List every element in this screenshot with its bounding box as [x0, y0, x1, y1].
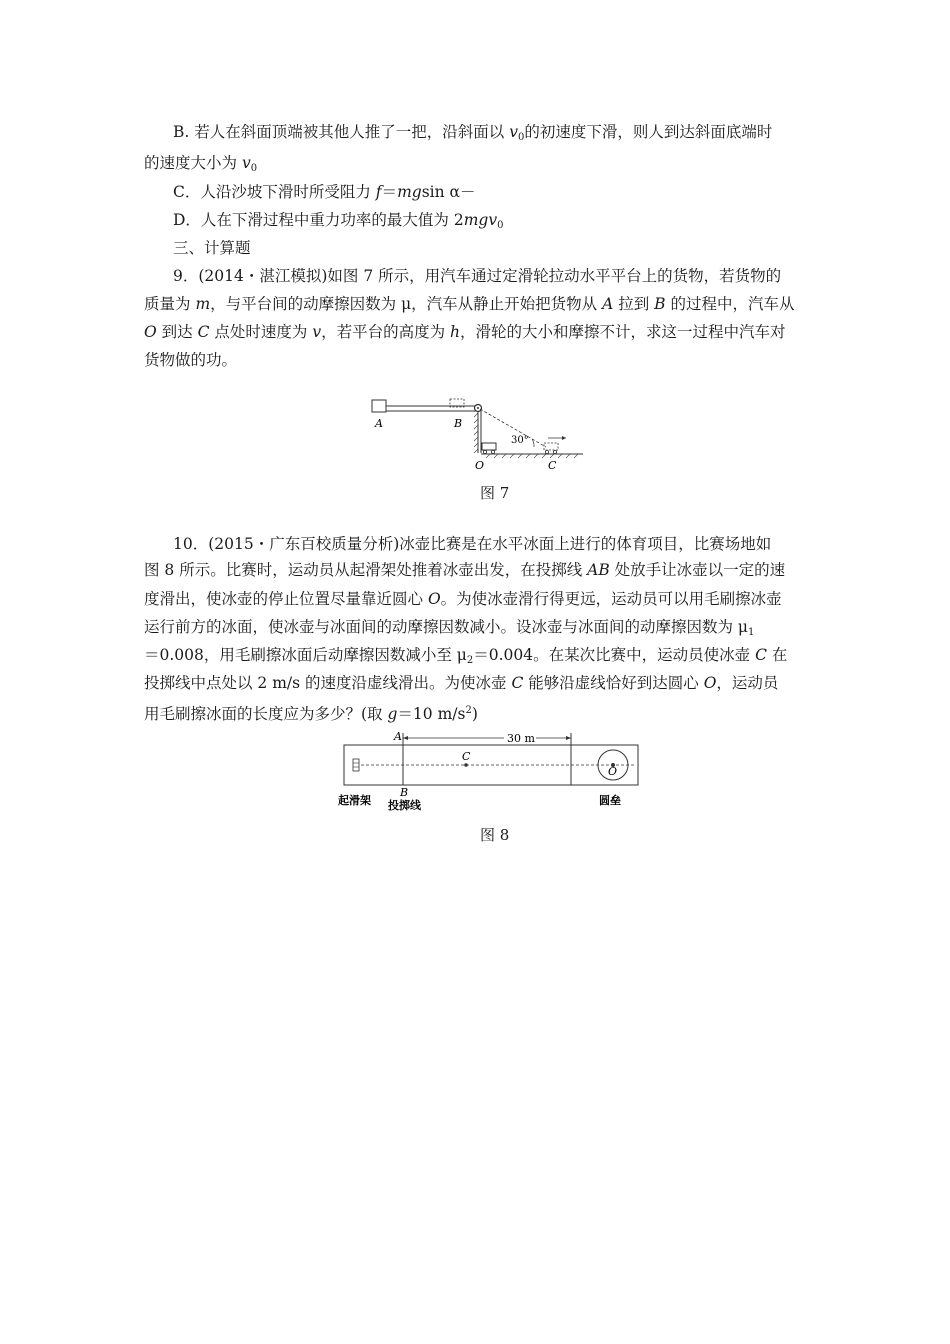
q9-line4: 货物做的功。 — [144, 351, 238, 369]
fig8-label-throw-line: 投掷线 — [388, 799, 421, 812]
fig8-distance-label: 30 m — [507, 732, 535, 745]
fig8-label-start-rack: 起滑架 — [338, 794, 371, 807]
q10-line2: 图 8 所示。比赛时，运动员从起滑架处推着冰壶出发，在投掷线 AB 处放手让冰壶以一定的速 — [144, 561, 786, 579]
figure-7-caption: 图 7 — [480, 484, 510, 502]
section-heading: 三、计算题 — [173, 239, 251, 257]
q10-line1: 10．(2015・广东百校质量分析)冰壶比赛是在水平冰面上进行的体育项目，比赛场地如 — [173, 535, 772, 553]
q9-line3: O 到达 C 点处时速度为 v，若平台的高度为 h，滑轮的大小和摩擦不计，求这一过程中汽车对 — [144, 323, 786, 341]
fig8-label-b: B — [400, 786, 409, 799]
car-at-o — [482, 443, 496, 450]
option-c: C．人沿沙坡下滑时所受阻力 f＝mgsin α－ — [173, 183, 476, 201]
q10-line4: 运行前方的冰面，使冰壶与冰面间的动摩擦因数减小。设冰壶与冰面间的动摩擦因数为 $\mu_1$ — [144, 618, 755, 638]
fig7-label-b: B — [454, 417, 463, 430]
car-at-c — [544, 443, 558, 450]
fig7-label-o: O — [475, 459, 485, 472]
start-rack — [353, 759, 359, 771]
figure-8-caption: 图 8 — [480, 826, 510, 844]
fig7-label-c: C — [548, 459, 557, 472]
q10-line6: 投掷线中点处以 2 m/s 的速度沿虚线滑出。为使冰壶 C 能够沿虚线恰好到达圆心 O，运动员 — [144, 674, 779, 692]
q10-line5: ＝0.008，用毛刷擦冰面后动摩擦因数减小至 $\mu_2=0.004$。在某次比赛中，运动员使冰壶 C 在 — [144, 646, 788, 666]
q10-line7: 用毛刷擦冰面的长度应为多少？(取 g＝10 $m/s^2$) — [144, 705, 478, 723]
option-b-line2: 的速度大小为 $v_0$ — [144, 154, 258, 174]
option-b-line1: B. 若人在斜面顶端被其他人推了一把，沿斜面以 $v_0$的初速度下滑，则人到达斜面底端时 — [173, 123, 773, 143]
q10-line3: 度滑出，使冰壶的停止位置尽量靠近圆心 O。为使冰壶滑行得更远，运动员可以用毛刷擦冰壶 — [144, 590, 782, 608]
q9-line2: 质量为 m，与平台间的动摩擦因数为 μ，汽车从静止开始把货物从 A 拉到 B 的过程中，汽车从 — [144, 295, 795, 313]
cargo-box — [372, 400, 386, 412]
curling-stone — [464, 763, 468, 767]
fig8-label-house: 圆垒 — [599, 794, 621, 807]
fig8-label-o: O — [608, 765, 618, 778]
fig7-label-a: A — [375, 417, 383, 430]
fig7-angle-label: 30° — [511, 435, 529, 446]
option-d: D．人在下滑过程中重力功率的最大值为 2mgv$_0$ — [173, 211, 504, 231]
fig8-label-a: A — [394, 730, 402, 743]
figure-8 — [336, 728, 646, 818]
q9-line1: 9．(2014・湛江模拟)如图 7 所示，用汽车通过定滑轮拉动水平平台上的货物，若货物的 — [173, 267, 782, 285]
figure-7 — [368, 395, 598, 475]
fig8-label-c: C — [462, 750, 471, 763]
